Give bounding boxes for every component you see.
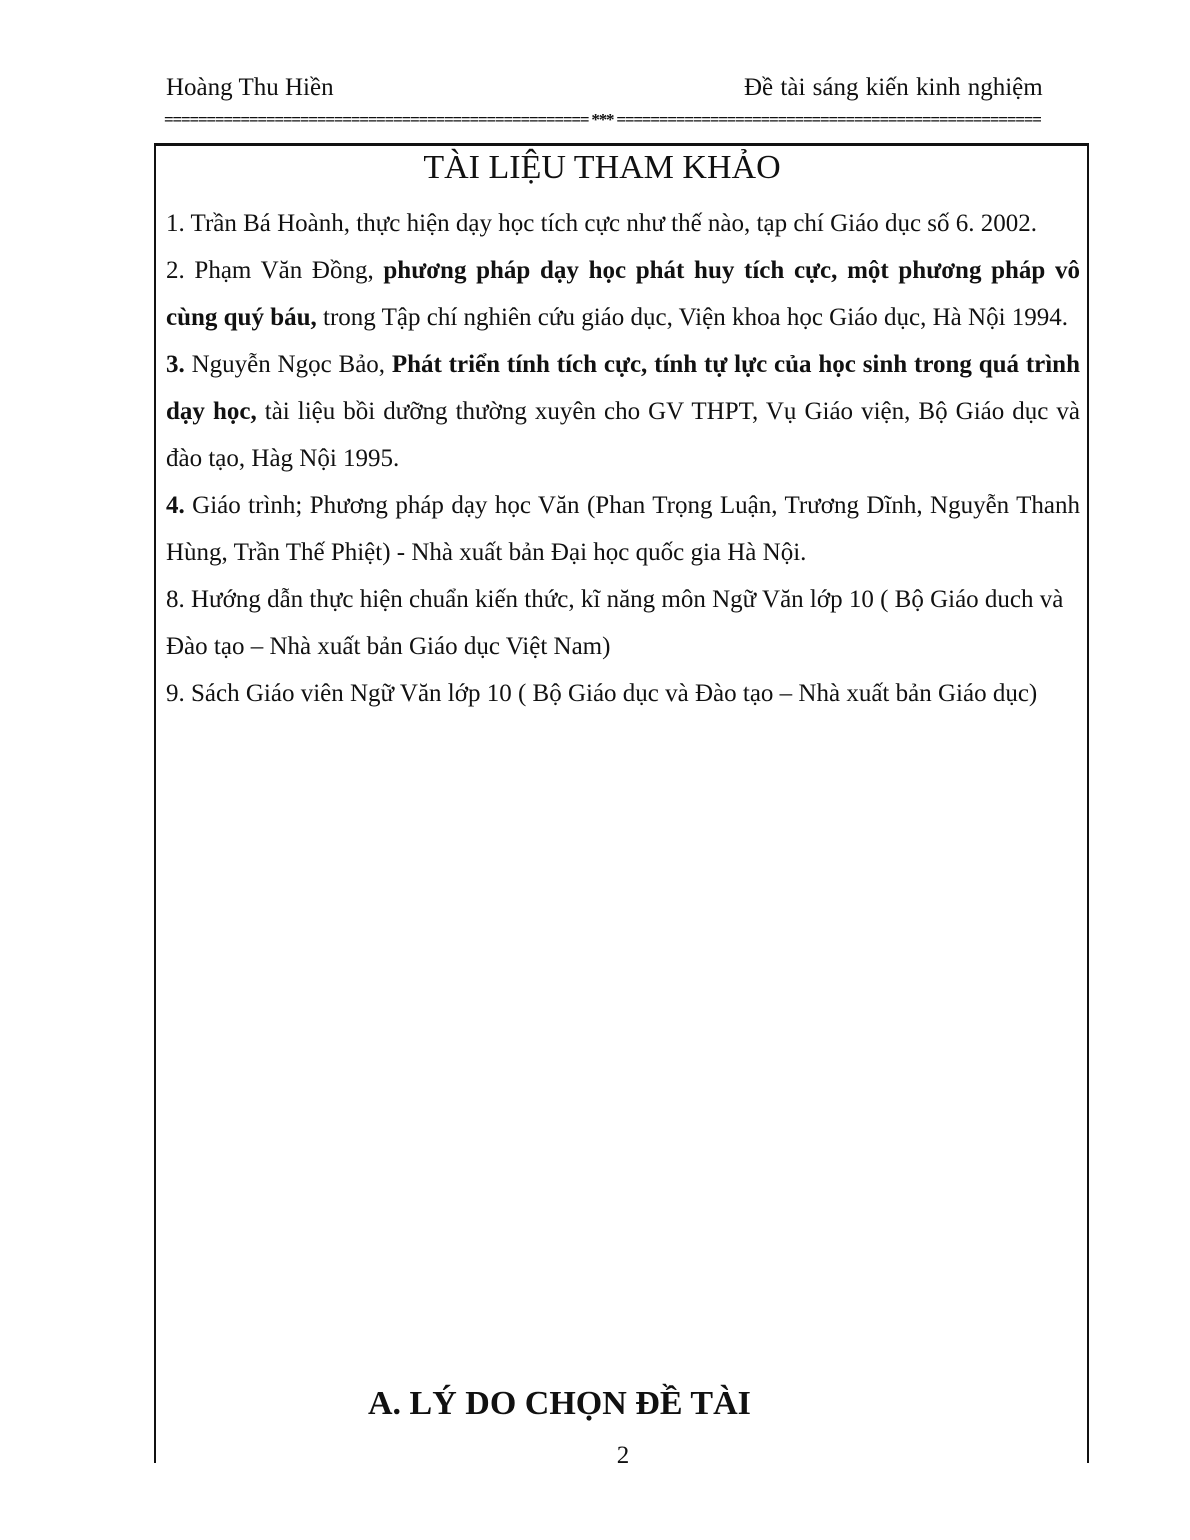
page-number: 2 — [616, 1442, 630, 1469]
reference-item-8 — [166, 576, 1080, 670]
reference-item-9 — [166, 670, 1080, 717]
header-author: Hoàng Thu Hiền — [166, 74, 334, 101]
reference-text: Hướng dẫn thực hiện chuẩn kiến thức, kĩ năng môn Ngữ Văn lớp 10 ( Bộ Giáo duch và Đào tạo – Nhà xuất bản Giáo dục Việt Nam) — [166, 586, 1064, 660]
reference-item-1 — [166, 200, 1080, 247]
reference-text: Trần Bá Hoành, thực hiện dạy học tích cực như thế nào, tạp chí Giáo dục số 6. 2002. — [184, 210, 1038, 237]
reference-number: 9. — [166, 680, 185, 707]
reference-title: phương pháp dạy học phát huy tích cực, một phương pháp vô cùng quý báu, — [166, 257, 1081, 331]
reference-source: tài liệu bồi dưỡng thường xuyên cho GV THPT, Vụ Giáo viện, Bộ Giáo dục và đào tạo, Hàg Nội 1995. — [166, 398, 1081, 472]
header-topic: Đề tài sáng kiến kinh nghiệm — [744, 74, 1043, 101]
reference-item-4 — [166, 482, 1080, 576]
reference-source: trong Tập chí nghiên cứu giáo dục, Viện khoa học Giáo dục, Hà Nội 1994. — [316, 304, 1069, 331]
page-title: TÀI LIỆU THAM KHẢO — [423, 149, 781, 186]
reference-text: Giáo trình; Phương pháp dạy học Văn (Phan Trọng Luận, Trương Dĩnh, Nguyễn Thanh Hùng, Trần Thế Phiệt) - Nhà xuất bản Đại học quốc gia Hà Nội. — [166, 492, 1080, 566]
reference-number: 4. — [166, 492, 185, 519]
reference-item-3 — [166, 341, 1080, 482]
reference-number: 3. — [166, 351, 185, 378]
reference-item-2 — [166, 247, 1080, 341]
reference-number: 1. — [166, 210, 185, 237]
reference-author: Phạm Văn Đồng, — [184, 257, 384, 284]
header-divider: ================================================== *** ================================================== — [164, 110, 1041, 129]
reference-text: Sách Giáo viên Ngữ Văn lớp 10 ( Bộ Giáo dục và Đào tạo – Nhà xuất bản Giáo dục) — [184, 680, 1038, 707]
reference-title: Phát triển tính tích cực, tính tự lực của học sinh trong quá trình dạy học, — [166, 351, 1080, 425]
reference-list — [166, 200, 1080, 717]
reference-author: Nguyễn Ngọc Bảo, — [184, 351, 392, 378]
reference-number: 8. — [166, 586, 185, 613]
section-heading: A. LÝ DO CHỌN ĐỀ TÀI — [368, 1385, 751, 1422]
reference-number: 2. — [166, 257, 185, 284]
